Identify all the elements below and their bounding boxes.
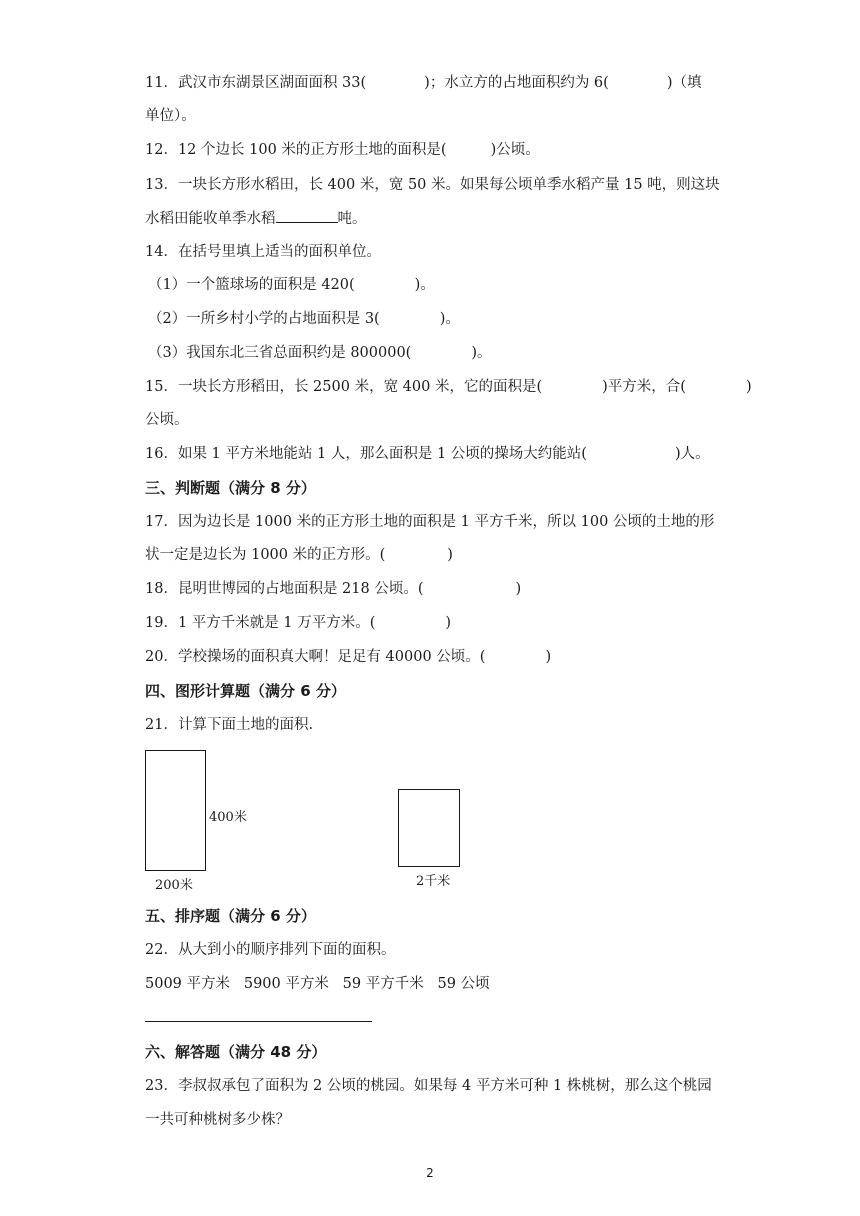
question-14-stem: 14．在括号里填上适当的面积单位。 <box>145 244 381 260</box>
question-23-line-2: 一共可种桃树多少株？ <box>145 1112 290 1128</box>
question-11-line-1: 11．武汉市东湖景区湖面面积 33( )；水立方的占地面积约为 6( )（填 <box>145 75 702 91</box>
rectangle-width-label: 200米 <box>155 878 193 893</box>
question-14-part-2: （2）一所乡村小学的占地面积是 3( )。 <box>148 311 460 327</box>
page-number: 2 <box>426 1166 434 1180</box>
section-3-heading: 三、判断题（满分 8 分） <box>145 479 316 497</box>
question-20: 20．学校操场的面积真大啊！足足有 40000 公顷。( ) <box>145 649 552 665</box>
question-12: 12．12 个边长 100 米的正方形土地的面积是( )公顷。 <box>145 142 540 158</box>
question-21-stem: 21．计算下面土地的面积. <box>145 717 314 733</box>
square-shape <box>398 789 460 867</box>
question-18: 18．昆明世博园的占地面积是 218 公顷。( ) <box>145 581 522 597</box>
square-side-label: 2千米 <box>416 874 451 889</box>
question-17-line-1: 17．因为边长是 1000 米的正方形土地的面积是 1 平方千米，所以 100 公顷的土地的形 <box>145 514 715 530</box>
question-23-line-1: 23．李叔叔承包了面积为 2 公顷的桃园。如果每 4 平方米可种 1 株桃树，那么这个桃园 <box>145 1078 712 1094</box>
question-17-line-2: 状一定是边长为 1000 米的正方形。( ) <box>145 547 453 563</box>
rectangle-height-label: 400米 <box>209 810 247 825</box>
answer-line[interactable] <box>145 1021 372 1022</box>
question-22-stem: 22．从大到小的顺序排列下面的面积。 <box>145 942 396 958</box>
question-15-line-2: 公顷。 <box>145 412 189 428</box>
question-11-line-2: 单位）。 <box>145 108 196 124</box>
question-13-line-1: 13．一块长方形水稻田，长 400 米，宽 50 米。如果每公顷单季水稻产量 15 吨，则这块 <box>145 177 720 193</box>
question-19: 19．1 平方千米就是 1 万平方米。( ) <box>145 615 452 631</box>
question-13-line-2: 水稻田能收单季水稻 吨。 <box>145 208 367 229</box>
question-16: 16．如果 1 平方米地能站 1 人，那么面积是 1 公顷的操场大约能站( )人。 <box>145 446 710 462</box>
question-22-items: 5009 平方米 5900 平方米 59 平方千米 59 公顷 <box>145 976 490 992</box>
section-5-heading: 五、排序题（满分 6 分） <box>145 907 316 925</box>
square-figure <box>398 789 478 889</box>
question-14-part-1: （1）一个篮球场的面积是 420( )。 <box>148 277 435 293</box>
rectangle-figure <box>145 750 265 893</box>
answer-underline[interactable] <box>276 208 338 223</box>
section-6-heading: 六、解答题（满分 48 分） <box>145 1043 327 1061</box>
rectangle-shape <box>145 750 206 871</box>
question-15-line-1: 15．一块长方形稻田，长 2500 米，宽 400 米，它的面积是( )平方米，合( ) <box>145 379 752 395</box>
section-4-heading: 四、图形计算题（满分 6 分） <box>145 682 346 700</box>
question-14-part-3: （3）我国东北三省总面积约是 800000( )。 <box>148 345 492 361</box>
